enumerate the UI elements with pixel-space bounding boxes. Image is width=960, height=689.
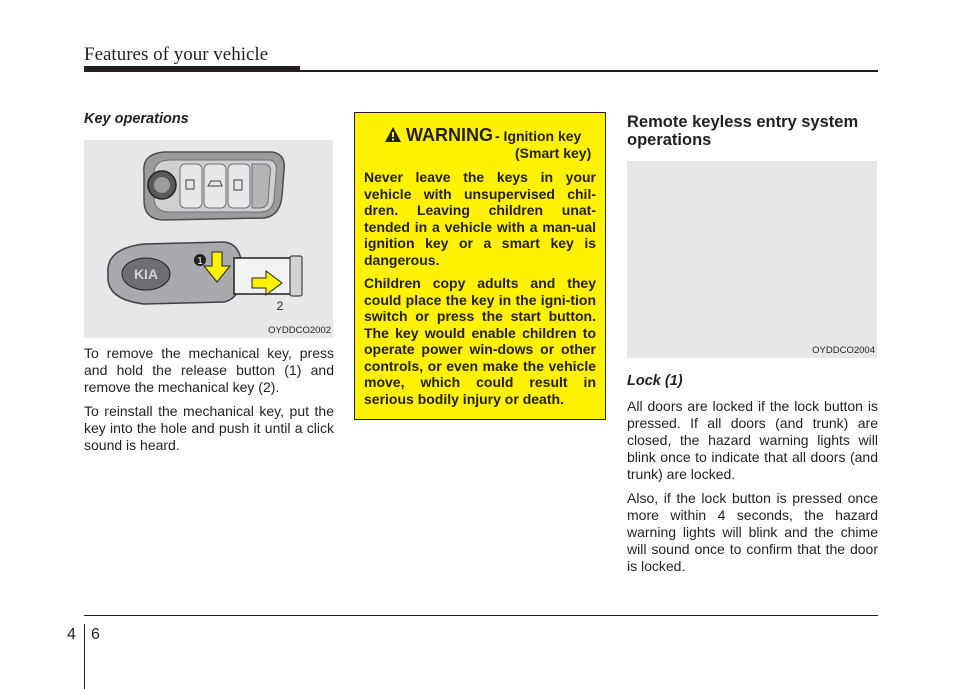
lock-paragraph-2: Also, if the lock button is pressed once more within 4 seconds, the hazard warning lights will blink and the chime will sound once to confirm that the door is locked. — [627, 490, 878, 574]
warning-paragraph-1: Never leave the keys in your vehicle with unsupervised chil-dren. Leaving children unat-tended in a vehicle with a man-ual ignition key or a smart key is dangerous. — [364, 169, 596, 268]
remove-key-paragraph: To remove the mechanical key, press and hold the release button (1) and remove the mechanical key (2). — [84, 345, 334, 395]
svg-text:KIA: KIA — [133, 266, 159, 282]
warning-subtitle-line2: (Smart key) — [515, 145, 592, 161]
warning-triangle-icon — [385, 127, 401, 142]
warning-paragraph-2: Children copy adults and they could place the key in the igni-tion switch or press the start button. The key would enable children to operate power win-dows or other controls, or even make the vehicle move, which could result in serious bodily injury or death. — [364, 275, 596, 407]
header-rule-thin — [300, 70, 878, 72]
smart-key-illustration — [84, 140, 333, 338]
figure-code: OYDDCO2004 — [812, 345, 875, 356]
key-fob-top-icon — [144, 152, 284, 220]
header-rule-thick — [84, 66, 300, 72]
warning-subtitle-line1: - Ignition key — [495, 128, 582, 144]
callout-1-label: 1 — [197, 256, 203, 267]
lock-subheading: Lock (1) — [627, 373, 683, 389]
smart-key-figure — [84, 140, 333, 338]
page-number: 6 — [91, 626, 100, 643]
right-column — [627, 110, 878, 582]
callout-2-label: 2 — [276, 299, 284, 313]
footer-divider — [84, 624, 85, 689]
figure-code: OYDDCO2002 — [268, 325, 331, 336]
warning-box — [354, 112, 606, 420]
chapter-number: 4 — [67, 626, 76, 643]
lock-paragraph-1: All doors are locked if the lock button is pressed. If all doors (and trunk) are closed, the hazard warning lights will blink once to indicate that all doors (and trunk) are locked. — [627, 398, 878, 482]
footer-rule — [84, 615, 878, 616]
page-header-title: Features of your vehicle — [84, 44, 269, 65]
remote-keyless-heading: Remote keyless entry system operations — [627, 113, 859, 149]
warning-label: WARNING — [406, 125, 493, 145]
remote-key-figure — [627, 161, 877, 358]
left-column — [84, 110, 334, 461]
key-operations-heading: Key operations — [84, 111, 189, 127]
reinstall-key-paragraph: To reinstall the mechanical key, put the key into the hole and push it until a click sound is heard. — [84, 403, 334, 453]
key-fob-bottom-icon — [108, 242, 302, 304]
warning-header — [364, 123, 596, 169]
